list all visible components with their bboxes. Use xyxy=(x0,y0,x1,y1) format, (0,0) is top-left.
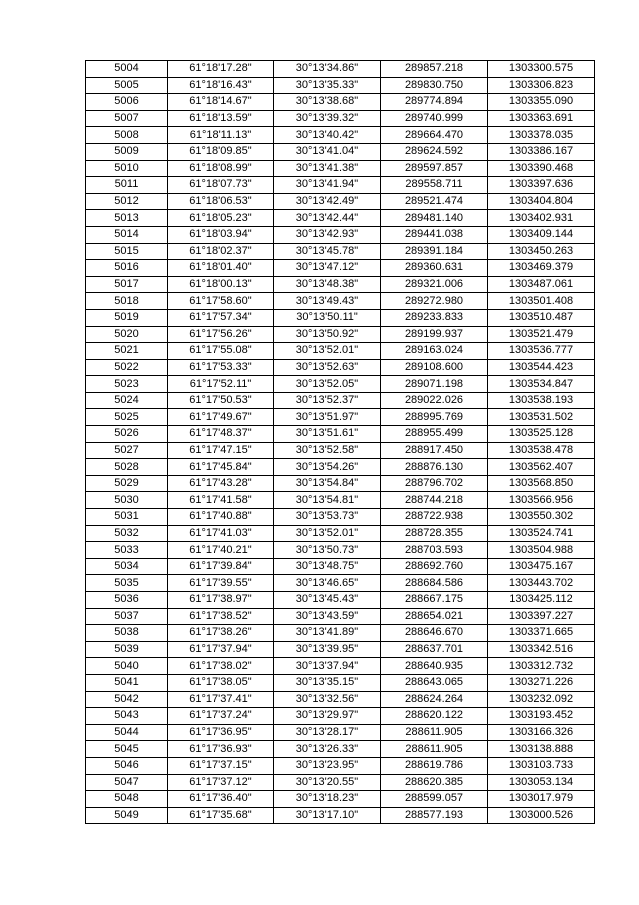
point-number-cell: 5012 xyxy=(86,193,168,210)
point-number-cell: 5038 xyxy=(86,625,168,642)
x-coordinate-cell: 289774.894 xyxy=(381,94,488,111)
y-coordinate-cell: 1303469.379 xyxy=(488,260,595,277)
x-coordinate-cell: 288667.175 xyxy=(381,592,488,609)
table-row xyxy=(86,575,595,592)
latitude-cell: 61°17'38.52" xyxy=(168,608,274,625)
point-number-cell: 5025 xyxy=(86,409,168,426)
y-coordinate-cell: 1303138.888 xyxy=(488,741,595,758)
latitude-cell: 61°17'43.28" xyxy=(168,475,274,492)
point-number-cell: 5041 xyxy=(86,674,168,691)
y-coordinate-cell: 1303166.326 xyxy=(488,724,595,741)
y-coordinate-cell: 1303300.575 xyxy=(488,61,595,78)
latitude-cell: 61°17'38.26" xyxy=(168,625,274,642)
longitude-cell: 30°13'41.89" xyxy=(274,625,381,642)
point-number-cell: 5046 xyxy=(86,757,168,774)
point-number-cell: 5023 xyxy=(86,376,168,393)
y-coordinate-cell: 1303404.804 xyxy=(488,193,595,210)
point-number-cell: 5042 xyxy=(86,691,168,708)
y-coordinate-cell: 1303053.134 xyxy=(488,774,595,791)
table-row xyxy=(86,658,595,675)
point-number-cell: 5019 xyxy=(86,309,168,326)
table-row xyxy=(86,807,595,824)
y-coordinate-cell: 1303501.408 xyxy=(488,293,595,310)
point-number-cell: 5020 xyxy=(86,326,168,343)
point-number-cell: 5024 xyxy=(86,392,168,409)
latitude-cell: 61°17'38.02" xyxy=(168,658,274,675)
longitude-cell: 30°13'52.01" xyxy=(274,343,381,360)
longitude-cell: 30°13'26.33" xyxy=(274,741,381,758)
latitude-cell: 61°17'36.40" xyxy=(168,791,274,808)
y-coordinate-cell: 1303390.468 xyxy=(488,160,595,177)
longitude-cell: 30°13'18.23" xyxy=(274,791,381,808)
longitude-cell: 30°13'52.37" xyxy=(274,392,381,409)
table-row xyxy=(86,492,595,509)
longitude-cell: 30°13'42.44" xyxy=(274,210,381,227)
latitude-cell: 61°17'37.15" xyxy=(168,757,274,774)
latitude-cell: 61°17'58.60" xyxy=(168,293,274,310)
x-coordinate-cell: 288995.769 xyxy=(381,409,488,426)
latitude-cell: 61°18'00.13" xyxy=(168,276,274,293)
x-coordinate-cell: 288577.193 xyxy=(381,807,488,824)
point-number-cell: 5005 xyxy=(86,77,168,94)
point-number-cell: 5016 xyxy=(86,260,168,277)
x-coordinate-cell: 289321.006 xyxy=(381,276,488,293)
table-row xyxy=(86,409,595,426)
x-coordinate-cell: 288955.499 xyxy=(381,426,488,443)
table-row xyxy=(86,293,595,310)
table-row xyxy=(86,724,595,741)
point-number-cell: 5027 xyxy=(86,442,168,459)
point-number-cell: 5049 xyxy=(86,807,168,824)
table-row xyxy=(86,625,595,642)
y-coordinate-cell: 1303402.931 xyxy=(488,210,595,227)
x-coordinate-cell: 288624.264 xyxy=(381,691,488,708)
x-coordinate-cell: 289071.198 xyxy=(381,376,488,393)
longitude-cell: 30°13'46.65" xyxy=(274,575,381,592)
y-coordinate-cell: 1303544.423 xyxy=(488,359,595,376)
latitude-cell: 61°17'35.68" xyxy=(168,807,274,824)
y-coordinate-cell: 1303409.144 xyxy=(488,226,595,243)
x-coordinate-cell: 288917.450 xyxy=(381,442,488,459)
latitude-cell: 61°17'47.15" xyxy=(168,442,274,459)
table-row xyxy=(86,509,595,526)
table-row xyxy=(86,143,595,160)
point-number-cell: 5033 xyxy=(86,542,168,559)
x-coordinate-cell: 289360.631 xyxy=(381,260,488,277)
point-number-cell: 5013 xyxy=(86,210,168,227)
table-row xyxy=(86,276,595,293)
x-coordinate-cell: 289108.600 xyxy=(381,359,488,376)
longitude-cell: 30°13'50.11" xyxy=(274,309,381,326)
x-coordinate-cell: 289857.218 xyxy=(381,61,488,78)
point-number-cell: 5026 xyxy=(86,426,168,443)
latitude-cell: 61°18'06.53" xyxy=(168,193,274,210)
y-coordinate-cell: 1303342.516 xyxy=(488,641,595,658)
y-coordinate-cell: 1303378.035 xyxy=(488,127,595,144)
latitude-cell: 61°17'36.93" xyxy=(168,741,274,758)
latitude-cell: 61°17'37.24" xyxy=(168,708,274,725)
longitude-cell: 30°13'39.95" xyxy=(274,641,381,658)
table-row xyxy=(86,674,595,691)
longitude-cell: 30°13'32.56" xyxy=(274,691,381,708)
table-row xyxy=(86,791,595,808)
longitude-cell: 30°13'20.55" xyxy=(274,774,381,791)
longitude-cell: 30°13'53.73" xyxy=(274,509,381,526)
latitude-cell: 61°18'01.40" xyxy=(168,260,274,277)
x-coordinate-cell: 288654.021 xyxy=(381,608,488,625)
latitude-cell: 61°17'53.33" xyxy=(168,359,274,376)
point-number-cell: 5009 xyxy=(86,143,168,160)
point-number-cell: 5045 xyxy=(86,741,168,758)
point-number-cell: 5021 xyxy=(86,343,168,360)
latitude-cell: 61°17'37.12" xyxy=(168,774,274,791)
point-number-cell: 5035 xyxy=(86,575,168,592)
x-coordinate-cell: 288620.122 xyxy=(381,708,488,725)
longitude-cell: 30°13'41.94" xyxy=(274,177,381,194)
y-coordinate-cell: 1303371.665 xyxy=(488,625,595,642)
point-number-cell: 5037 xyxy=(86,608,168,625)
longitude-cell: 30°13'54.84" xyxy=(274,475,381,492)
x-coordinate-cell: 288876.130 xyxy=(381,459,488,476)
latitude-cell: 61°17'37.41" xyxy=(168,691,274,708)
y-coordinate-cell: 1303232.092 xyxy=(488,691,595,708)
x-coordinate-cell: 289391.184 xyxy=(381,243,488,260)
longitude-cell: 30°13'51.97" xyxy=(274,409,381,426)
latitude-cell: 61°17'45.84" xyxy=(168,459,274,476)
x-coordinate-cell: 288640.935 xyxy=(381,658,488,675)
point-number-cell: 5011 xyxy=(86,177,168,194)
y-coordinate-cell: 1303450.263 xyxy=(488,243,595,260)
longitude-cell: 30°13'41.04" xyxy=(274,143,381,160)
table-row xyxy=(86,359,595,376)
latitude-cell: 61°18'11.13" xyxy=(168,127,274,144)
x-coordinate-cell: 288744.218 xyxy=(381,492,488,509)
latitude-cell: 61°18'05.23" xyxy=(168,210,274,227)
x-coordinate-cell: 288722.938 xyxy=(381,509,488,526)
longitude-cell: 30°13'52.01" xyxy=(274,525,381,542)
table-row xyxy=(86,260,595,277)
y-coordinate-cell: 1303531.502 xyxy=(488,409,595,426)
coordinate-table-body xyxy=(86,61,595,824)
longitude-cell: 30°13'41.38" xyxy=(274,160,381,177)
longitude-cell: 30°13'35.15" xyxy=(274,674,381,691)
x-coordinate-cell: 288611.905 xyxy=(381,741,488,758)
table-row xyxy=(86,127,595,144)
latitude-cell: 61°18'14.67" xyxy=(168,94,274,111)
y-coordinate-cell: 1303425.112 xyxy=(488,592,595,609)
x-coordinate-cell: 289481.140 xyxy=(381,210,488,227)
latitude-cell: 61°17'52.11" xyxy=(168,376,274,393)
x-coordinate-cell: 288637.701 xyxy=(381,641,488,658)
y-coordinate-cell: 1303312.732 xyxy=(488,658,595,675)
x-coordinate-cell: 289624.592 xyxy=(381,143,488,160)
point-number-cell: 5031 xyxy=(86,509,168,526)
table-row xyxy=(86,326,595,343)
table-row xyxy=(86,309,595,326)
longitude-cell: 30°13'29.97" xyxy=(274,708,381,725)
table-row xyxy=(86,376,595,393)
latitude-cell: 61°17'40.21" xyxy=(168,542,274,559)
latitude-cell: 61°17'38.97" xyxy=(168,592,274,609)
point-number-cell: 5010 xyxy=(86,160,168,177)
y-coordinate-cell: 1303306.823 xyxy=(488,77,595,94)
y-coordinate-cell: 1303475.167 xyxy=(488,558,595,575)
point-number-cell: 5039 xyxy=(86,641,168,658)
latitude-cell: 61°18'02.37" xyxy=(168,243,274,260)
latitude-cell: 61°18'03.94" xyxy=(168,226,274,243)
table-row xyxy=(86,426,595,443)
longitude-cell: 30°13'49.43" xyxy=(274,293,381,310)
latitude-cell: 61°17'50.53" xyxy=(168,392,274,409)
table-row xyxy=(86,94,595,111)
x-coordinate-cell: 288643.065 xyxy=(381,674,488,691)
longitude-cell: 30°13'54.26" xyxy=(274,459,381,476)
point-number-cell: 5029 xyxy=(86,475,168,492)
x-coordinate-cell: 289597.857 xyxy=(381,160,488,177)
table-row xyxy=(86,177,595,194)
table-row xyxy=(86,243,595,260)
x-coordinate-cell: 288703.593 xyxy=(381,542,488,559)
longitude-cell: 30°13'48.75" xyxy=(274,558,381,575)
table-row xyxy=(86,641,595,658)
y-coordinate-cell: 1303271.226 xyxy=(488,674,595,691)
y-coordinate-cell: 1303017.979 xyxy=(488,791,595,808)
y-coordinate-cell: 1303397.227 xyxy=(488,608,595,625)
x-coordinate-cell: 289740.999 xyxy=(381,110,488,127)
x-coordinate-cell: 289664.470 xyxy=(381,127,488,144)
point-number-cell: 5014 xyxy=(86,226,168,243)
longitude-cell: 30°13'42.93" xyxy=(274,226,381,243)
latitude-cell: 61°17'36.95" xyxy=(168,724,274,741)
y-coordinate-cell: 1303536.777 xyxy=(488,343,595,360)
point-number-cell: 5032 xyxy=(86,525,168,542)
longitude-cell: 30°13'50.73" xyxy=(274,542,381,559)
point-number-cell: 5008 xyxy=(86,127,168,144)
y-coordinate-cell: 1303386.167 xyxy=(488,143,595,160)
latitude-cell: 61°17'55.08" xyxy=(168,343,274,360)
table-row xyxy=(86,77,595,94)
y-coordinate-cell: 1303524.741 xyxy=(488,525,595,542)
latitude-cell: 61°17'57.34" xyxy=(168,309,274,326)
longitude-cell: 30°13'52.58" xyxy=(274,442,381,459)
x-coordinate-cell: 288684.586 xyxy=(381,575,488,592)
latitude-cell: 61°17'41.03" xyxy=(168,525,274,542)
y-coordinate-cell: 1303487.061 xyxy=(488,276,595,293)
longitude-cell: 30°13'34.86" xyxy=(274,61,381,78)
y-coordinate-cell: 1303103.733 xyxy=(488,757,595,774)
y-coordinate-cell: 1303193.452 xyxy=(488,708,595,725)
x-coordinate-cell: 289272.980 xyxy=(381,293,488,310)
point-number-cell: 5007 xyxy=(86,110,168,127)
longitude-cell: 30°13'47.12" xyxy=(274,260,381,277)
latitude-cell: 61°17'49.67" xyxy=(168,409,274,426)
table-row xyxy=(86,558,595,575)
longitude-cell: 30°13'45.78" xyxy=(274,243,381,260)
y-coordinate-cell: 1303355.090 xyxy=(488,94,595,111)
point-number-cell: 5028 xyxy=(86,459,168,476)
y-coordinate-cell: 1303538.193 xyxy=(488,392,595,409)
table-row xyxy=(86,193,595,210)
table-row xyxy=(86,741,595,758)
latitude-cell: 61°17'39.84" xyxy=(168,558,274,575)
point-number-cell: 5036 xyxy=(86,592,168,609)
latitude-cell: 61°18'17.28" xyxy=(168,61,274,78)
table-row xyxy=(86,459,595,476)
longitude-cell: 30°13'50.92" xyxy=(274,326,381,343)
x-coordinate-cell: 288692.760 xyxy=(381,558,488,575)
point-number-cell: 5022 xyxy=(86,359,168,376)
table-row xyxy=(86,475,595,492)
y-coordinate-cell: 1303510.487 xyxy=(488,309,595,326)
longitude-cell: 30°13'40.42" xyxy=(274,127,381,144)
point-number-cell: 5030 xyxy=(86,492,168,509)
y-coordinate-cell: 1303000.526 xyxy=(488,807,595,824)
longitude-cell: 30°13'37.94" xyxy=(274,658,381,675)
latitude-cell: 61°18'09.85" xyxy=(168,143,274,160)
y-coordinate-cell: 1303521.479 xyxy=(488,326,595,343)
y-coordinate-cell: 1303550.302 xyxy=(488,509,595,526)
x-coordinate-cell: 289022.026 xyxy=(381,392,488,409)
x-coordinate-cell: 288619.786 xyxy=(381,757,488,774)
longitude-cell: 30°13'17.10" xyxy=(274,807,381,824)
y-coordinate-cell: 1303538.478 xyxy=(488,442,595,459)
longitude-cell: 30°13'52.05" xyxy=(274,376,381,393)
y-coordinate-cell: 1303566.956 xyxy=(488,492,595,509)
latitude-cell: 61°17'37.94" xyxy=(168,641,274,658)
point-number-cell: 5034 xyxy=(86,558,168,575)
latitude-cell: 61°18'08.99" xyxy=(168,160,274,177)
table-row xyxy=(86,608,595,625)
table-row xyxy=(86,708,595,725)
table-row xyxy=(86,343,595,360)
table-row xyxy=(86,61,595,78)
x-coordinate-cell: 289233.833 xyxy=(381,309,488,326)
longitude-cell: 30°13'42.49" xyxy=(274,193,381,210)
x-coordinate-cell: 288599.057 xyxy=(381,791,488,808)
latitude-cell: 61°17'39.55" xyxy=(168,575,274,592)
y-coordinate-cell: 1303363.691 xyxy=(488,110,595,127)
table-row xyxy=(86,757,595,774)
table-row xyxy=(86,542,595,559)
longitude-cell: 30°13'48.38" xyxy=(274,276,381,293)
table-row xyxy=(86,442,595,459)
longitude-cell: 30°13'45.43" xyxy=(274,592,381,609)
point-number-cell: 5043 xyxy=(86,708,168,725)
point-number-cell: 5017 xyxy=(86,276,168,293)
latitude-cell: 61°18'13.59" xyxy=(168,110,274,127)
latitude-cell: 61°17'38.05" xyxy=(168,674,274,691)
latitude-cell: 61°18'16.43" xyxy=(168,77,274,94)
longitude-cell: 30°13'54.81" xyxy=(274,492,381,509)
x-coordinate-cell: 288728.355 xyxy=(381,525,488,542)
longitude-cell: 30°13'35.33" xyxy=(274,77,381,94)
y-coordinate-cell: 1303443.702 xyxy=(488,575,595,592)
y-coordinate-cell: 1303568.850 xyxy=(488,475,595,492)
longitude-cell: 30°13'23.95" xyxy=(274,757,381,774)
longitude-cell: 30°13'39.32" xyxy=(274,110,381,127)
coordinate-table xyxy=(85,60,595,824)
table-row xyxy=(86,392,595,409)
table-row xyxy=(86,525,595,542)
table-row xyxy=(86,774,595,791)
y-coordinate-cell: 1303534.847 xyxy=(488,376,595,393)
table-row xyxy=(86,592,595,609)
latitude-cell: 61°17'40.88" xyxy=(168,509,274,526)
latitude-cell: 61°17'48.37" xyxy=(168,426,274,443)
table-row xyxy=(86,226,595,243)
point-number-cell: 5006 xyxy=(86,94,168,111)
point-number-cell: 5004 xyxy=(86,61,168,78)
x-coordinate-cell: 289441.038 xyxy=(381,226,488,243)
y-coordinate-cell: 1303504.988 xyxy=(488,542,595,559)
longitude-cell: 30°13'43.59" xyxy=(274,608,381,625)
y-coordinate-cell: 1303562.407 xyxy=(488,459,595,476)
y-coordinate-cell: 1303397.636 xyxy=(488,177,595,194)
x-coordinate-cell: 288611.905 xyxy=(381,724,488,741)
x-coordinate-cell: 288620.385 xyxy=(381,774,488,791)
latitude-cell: 61°17'56.26" xyxy=(168,326,274,343)
y-coordinate-cell: 1303525.128 xyxy=(488,426,595,443)
point-number-cell: 5047 xyxy=(86,774,168,791)
table-row xyxy=(86,691,595,708)
point-number-cell: 5018 xyxy=(86,293,168,310)
longitude-cell: 30°13'52.63" xyxy=(274,359,381,376)
longitude-cell: 30°13'51.61" xyxy=(274,426,381,443)
point-number-cell: 5044 xyxy=(86,724,168,741)
latitude-cell: 61°17'41.58" xyxy=(168,492,274,509)
x-coordinate-cell: 289199.937 xyxy=(381,326,488,343)
point-number-cell: 5040 xyxy=(86,658,168,675)
latitude-cell: 61°18'07.73" xyxy=(168,177,274,194)
table-row xyxy=(86,160,595,177)
x-coordinate-cell: 289830.750 xyxy=(381,77,488,94)
point-number-cell: 5015 xyxy=(86,243,168,260)
x-coordinate-cell: 289521.474 xyxy=(381,193,488,210)
table-row xyxy=(86,110,595,127)
x-coordinate-cell: 288646.670 xyxy=(381,625,488,642)
longitude-cell: 30°13'38.68" xyxy=(274,94,381,111)
longitude-cell: 30°13'28.17" xyxy=(274,724,381,741)
point-number-cell: 5048 xyxy=(86,791,168,808)
x-coordinate-cell: 288796.702 xyxy=(381,475,488,492)
x-coordinate-cell: 289558.711 xyxy=(381,177,488,194)
table-row xyxy=(86,210,595,227)
x-coordinate-cell: 289163.024 xyxy=(381,343,488,360)
